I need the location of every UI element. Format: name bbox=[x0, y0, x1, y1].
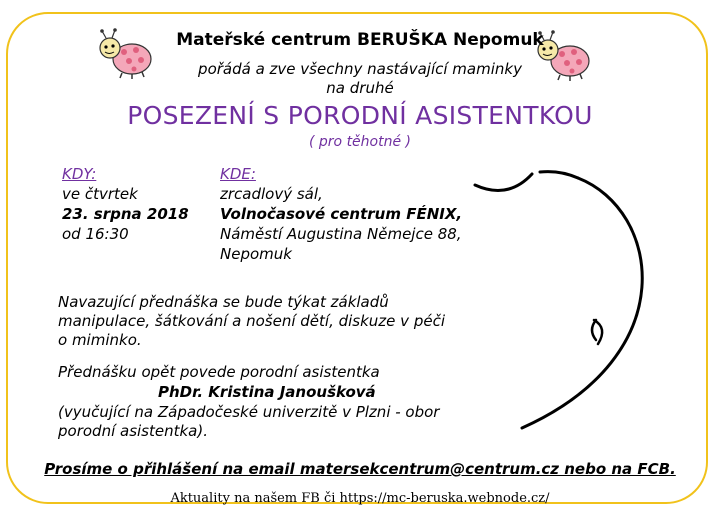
invite-text: pořádá a zve všechny nastávající maminky bbox=[198, 60, 522, 78]
invite-text: na druhé bbox=[326, 79, 394, 97]
lecture-text: manipulace, šátkování a nošení dětí, diskuze v péči bbox=[58, 312, 445, 330]
info-note: Aktuality na našem FB či https://mc-beruska.webnode.cz/ bbox=[170, 491, 550, 506]
event-subtitle: ( pro těhotné ) bbox=[309, 134, 411, 150]
lecturer-note: porodní asistentka). bbox=[58, 422, 208, 440]
where-town: Nepomuk bbox=[220, 245, 292, 263]
lecturer-intro: Přednášku opět povede porodní asistentka bbox=[58, 363, 380, 381]
when-date: 23. srpna 2018 bbox=[62, 205, 189, 223]
registration-note: Prosíme o přihlášení na email matersekcentrum@centrum.cz nebo na FCB. bbox=[44, 460, 676, 478]
event-title: POSEZENÍ S PORODNÍ ASISTENTKOU bbox=[127, 101, 593, 130]
when-label: KDY: bbox=[62, 165, 97, 183]
pregnant-belly-illustration bbox=[470, 160, 700, 450]
where-room: zrcadlový sál, bbox=[220, 185, 323, 203]
lecture-text: Navazující přednáška se bude týkat základů bbox=[58, 293, 389, 311]
where-venue: Volnočasové centrum FÉNIX, bbox=[220, 205, 463, 223]
lecturer-name: PhDr. Kristina Janoušková bbox=[158, 383, 376, 401]
organization-name: Mateřské centrum BERUŠKA Nepomuk bbox=[176, 30, 544, 50]
where-street: Náměstí Augustina Němejce 88, bbox=[220, 225, 462, 243]
lecture-text: o miminko. bbox=[58, 331, 142, 349]
when-time: od 16:30 bbox=[62, 225, 129, 243]
lecturer-note: (vyučující na Západočeské univerzitě v Plzni - obor bbox=[58, 403, 440, 421]
when-day: ve čtvrtek bbox=[62, 185, 138, 203]
where-label: KDE: bbox=[220, 165, 256, 183]
